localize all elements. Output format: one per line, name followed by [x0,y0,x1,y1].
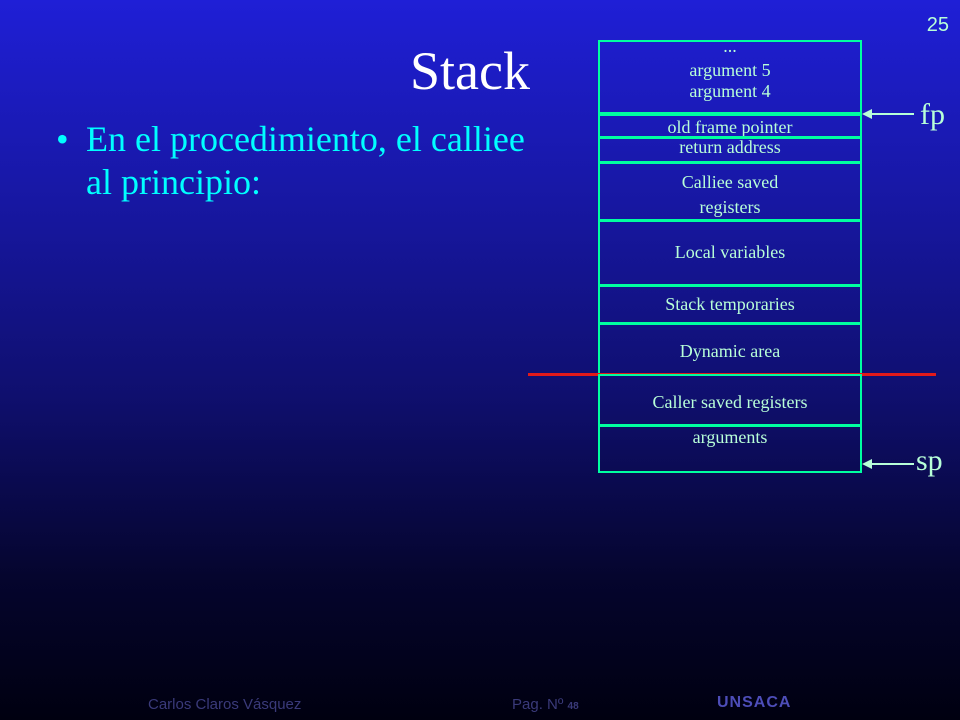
stack-temporaries-label: Stack temporaries [665,294,795,314]
footer-page [512,696,579,713]
return-address-block [598,137,862,163]
calliee-saved-line1: Calliee saved [681,172,779,192]
dynamic-area-block [598,323,862,375]
footer-page-label: Pag. Nº [512,696,564,713]
footer-page-number: 48 [567,701,579,712]
sp-label: sp [916,444,943,477]
bullet-text: En el procedimiento, el calliee al principio: [86,119,525,203]
calliee-saved-block [598,162,862,221]
args-ellipsis: ... [723,36,737,56]
bullet-point [56,118,526,204]
footer-author: Carlos Claros Vásquez [148,696,302,713]
calliee-saved-label [600,164,860,218]
bullet-symbol: • [56,119,69,159]
return-address-label: return address [679,137,781,157]
argument-4-label: argument 4 [689,81,771,101]
calliee-saved-line2: registers [699,197,761,217]
sp-arrow-icon [860,454,916,474]
local-variables-label: Local variables [674,242,786,262]
old-frame-pointer-block [598,114,862,138]
local-variables-block [598,220,862,286]
fp-arrow-icon [860,104,916,124]
dynamic-area-label: Dynamic area [679,341,781,361]
old-frame-pointer-label: old frame pointer [667,117,793,137]
stack-args-block [598,36,862,114]
slide-title: Stack [410,41,530,101]
caller-saved-label: Caller saved registers [652,392,808,412]
arguments-block [598,425,862,473]
slide-number: 25 [926,14,949,36]
argument-5-label: argument 5 [689,60,771,80]
footer-org: UNSACA [717,694,792,711]
caller-saved-block [598,374,862,426]
stack-temporaries-block [598,285,862,324]
arguments-label: arguments [692,427,768,447]
fp-label: fp [920,98,945,131]
